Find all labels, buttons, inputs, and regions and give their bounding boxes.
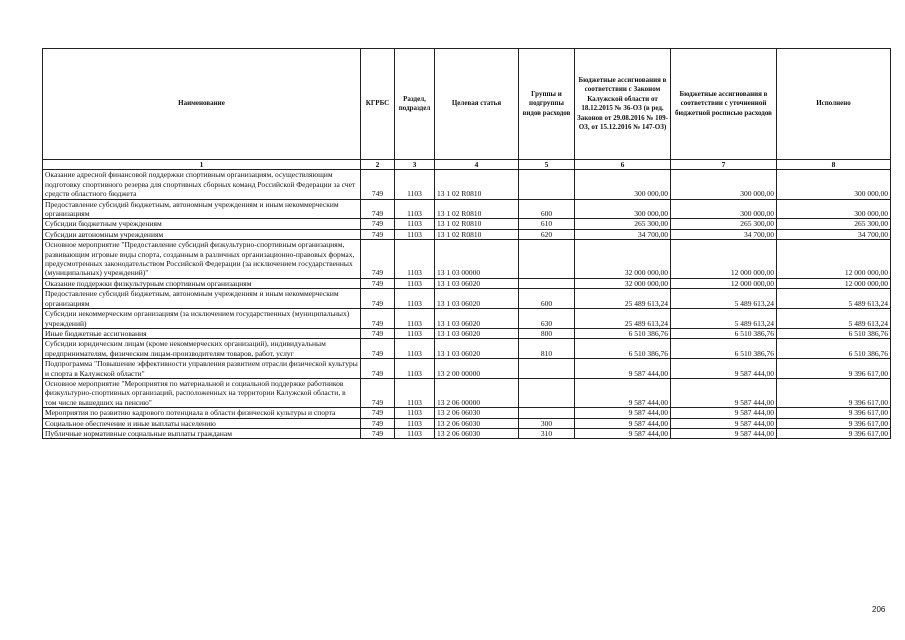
row-amount-law: 9 587 444,00 xyxy=(575,359,671,379)
table-row xyxy=(43,339,891,359)
table-body xyxy=(43,170,891,439)
row-amount-executed: 300 000,00 xyxy=(777,199,891,219)
page-number: 206 xyxy=(872,605,886,614)
column-number: 2 xyxy=(361,160,395,170)
row-amount-executed: 12 000 000,00 xyxy=(777,240,891,279)
table-row xyxy=(43,418,891,428)
header-row xyxy=(43,49,891,160)
row-section: 1103 xyxy=(395,339,435,359)
row-amount-list: 12 000 000,00 xyxy=(671,278,777,288)
row-kgrbs: 749 xyxy=(361,408,395,418)
row-section: 1103 xyxy=(395,170,435,199)
row-amount-law: 32 000 000,00 xyxy=(575,278,671,288)
row-amount-executed: 12 000 000,00 xyxy=(777,278,891,288)
row-group: 630 xyxy=(519,309,575,329)
row-group: 600 xyxy=(519,289,575,309)
column-number: 1 xyxy=(43,160,361,170)
row-amount-list: 300 000,00 xyxy=(671,199,777,219)
row-target: 13 1 03 06020 xyxy=(435,309,519,329)
row-amount-law: 9 587 444,00 xyxy=(575,418,671,428)
row-amount-executed: 6 510 386,76 xyxy=(777,339,891,359)
table-row xyxy=(43,408,891,418)
table-row xyxy=(43,289,891,309)
table-row xyxy=(43,229,891,239)
row-kgrbs: 749 xyxy=(361,170,395,199)
row-target: 13 1 02 R0810 xyxy=(435,219,519,229)
row-name: Основное мероприятие "Мероприятия по материальной и социальной поддержке работников физкультурно-спортивных организаций, расположенных на территории Калужской области, в том числе вышедших на пенсию" xyxy=(43,378,361,407)
row-amount-list: 6 510 386,76 xyxy=(671,339,777,359)
row-kgrbs: 749 xyxy=(361,229,395,239)
table-row xyxy=(43,309,891,329)
budget-execution-table xyxy=(42,48,891,439)
row-amount-law: 32 000 000,00 xyxy=(575,240,671,279)
header-name: Наименование xyxy=(43,49,361,160)
row-target: 13 1 03 06020 xyxy=(435,289,519,309)
row-amount-executed: 34 700,00 xyxy=(777,229,891,239)
row-group xyxy=(519,359,575,379)
table-row xyxy=(43,428,891,438)
row-section: 1103 xyxy=(395,219,435,229)
row-kgrbs: 749 xyxy=(361,378,395,407)
row-amount-list: 9 587 444,00 xyxy=(671,408,777,418)
row-kgrbs: 749 xyxy=(361,339,395,359)
row-section: 1103 xyxy=(395,278,435,288)
row-name: Субсидии бюджетным учреждениям xyxy=(43,219,361,229)
row-amount-list: 34 700,00 xyxy=(671,229,777,239)
row-group: 800 xyxy=(519,328,575,338)
row-amount-executed: 300 000,00 xyxy=(777,170,891,199)
column-number: 4 xyxy=(435,160,519,170)
row-group: 600 xyxy=(519,199,575,219)
row-group xyxy=(519,408,575,418)
table-row xyxy=(43,219,891,229)
table-row xyxy=(43,378,891,407)
row-name: Мероприятия по развитию кадрового потенциала в области физической культуры и спорта xyxy=(43,408,361,418)
row-name: Иные бюджетные ассигнования xyxy=(43,328,361,338)
row-name: Предоставление субсидий бюджетным, автономным учреждениям и иным некоммерческим организациям xyxy=(43,199,361,219)
column-number-row xyxy=(43,160,891,170)
row-amount-executed: 265 300,00 xyxy=(777,219,891,229)
row-section: 1103 xyxy=(395,418,435,428)
row-amount-law: 300 000,00 xyxy=(575,170,671,199)
row-kgrbs: 749 xyxy=(361,428,395,438)
row-target: 13 1 03 06020 xyxy=(435,328,519,338)
row-amount-executed: 6 510 386,76 xyxy=(777,328,891,338)
row-group xyxy=(519,240,575,279)
row-group: 610 xyxy=(519,219,575,229)
row-amount-executed: 5 489 613,24 xyxy=(777,309,891,329)
row-amount-executed: 9 396 617,00 xyxy=(777,378,891,407)
row-target: 13 1 02 R0810 xyxy=(435,170,519,199)
row-name: Подпрограмма "Повышение эффективности управления развитием отрасли физической культуры и спорта в Калужской области" xyxy=(43,359,361,379)
row-target: 13 2 00 00000 xyxy=(435,359,519,379)
row-amount-law: 25 489 613,24 xyxy=(575,309,671,329)
row-kgrbs: 749 xyxy=(361,418,395,428)
row-amount-list: 5 489 613,24 xyxy=(671,289,777,309)
row-amount-law: 6 510 386,76 xyxy=(575,339,671,359)
row-amount-list: 12 000 000,00 xyxy=(671,240,777,279)
table-row xyxy=(43,278,891,288)
row-amount-law: 9 587 444,00 xyxy=(575,378,671,407)
header-section: Раздел, подраздел xyxy=(395,49,435,160)
row-name: Публичные нормативные социальные выплаты гражданам xyxy=(43,428,361,438)
row-amount-list: 9 587 444,00 xyxy=(671,378,777,407)
row-target: 13 1 03 00000 xyxy=(435,240,519,279)
row-target: 13 2 06 06030 xyxy=(435,418,519,428)
row-group: 310 xyxy=(519,428,575,438)
row-target: 13 2 06 06030 xyxy=(435,428,519,438)
row-section: 1103 xyxy=(395,240,435,279)
row-amount-executed: 9 396 617,00 xyxy=(777,428,891,438)
row-name: Социальное обеспечение и иные выплаты населению xyxy=(43,418,361,428)
row-amount-law: 9 587 444,00 xyxy=(575,408,671,418)
row-target: 13 1 02 R0810 xyxy=(435,199,519,219)
row-amount-executed: 9 396 617,00 xyxy=(777,418,891,428)
table-row xyxy=(43,170,891,199)
row-name: Субсидии некоммерческим организациям (за исключением государственных (муниципальных) учреждений) xyxy=(43,309,361,329)
row-section: 1103 xyxy=(395,428,435,438)
column-number: 3 xyxy=(395,160,435,170)
row-amount-law: 6 510 386,76 xyxy=(575,328,671,338)
header-appropriations-list: Бюджетные ассигнования в соответствии с уточненной бюджетной росписью расходов xyxy=(671,49,777,160)
row-amount-law: 25 489 613,24 xyxy=(575,289,671,309)
row-group: 300 xyxy=(519,418,575,428)
row-section: 1103 xyxy=(395,359,435,379)
row-amount-law: 9 587 444,00 xyxy=(575,428,671,438)
row-amount-law: 265 300,00 xyxy=(575,219,671,229)
row-group xyxy=(519,170,575,199)
row-amount-list: 5 489 613,24 xyxy=(671,309,777,329)
column-number: 6 xyxy=(575,160,671,170)
header-target: Целевая статья xyxy=(435,49,519,160)
row-amount-list: 9 587 444,00 xyxy=(671,359,777,379)
row-amount-list: 6 510 386,76 xyxy=(671,328,777,338)
row-group: 620 xyxy=(519,229,575,239)
row-target: 13 1 03 06020 xyxy=(435,339,519,359)
report-sheet xyxy=(42,48,890,439)
row-target: 13 1 03 06020 xyxy=(435,278,519,288)
row-kgrbs: 749 xyxy=(361,199,395,219)
row-amount-list: 9 587 444,00 xyxy=(671,418,777,428)
row-group xyxy=(519,378,575,407)
row-amount-list: 265 300,00 xyxy=(671,219,777,229)
row-name: Оказание адресной финансовой поддержки спортивным организациям, осуществляющим подготовку спортивного резерва для спортивных сборных команд Российской Федерации за счет средств областного бюджета xyxy=(43,170,361,199)
header-groups: Группы и подгруппы видов расходов xyxy=(519,49,575,160)
table-row xyxy=(43,328,891,338)
row-section: 1103 xyxy=(395,309,435,329)
row-section: 1103 xyxy=(395,408,435,418)
row-amount-list: 300 000,00 xyxy=(671,170,777,199)
header-kgrbs: КГРБС xyxy=(361,49,395,160)
table-row xyxy=(43,359,891,379)
row-section: 1103 xyxy=(395,378,435,407)
row-section: 1103 xyxy=(395,229,435,239)
row-kgrbs: 749 xyxy=(361,240,395,279)
column-number: 5 xyxy=(519,160,575,170)
row-name: Субсидии автономным учреждениям xyxy=(43,229,361,239)
column-number: 8 xyxy=(777,160,891,170)
row-group: 810 xyxy=(519,339,575,359)
row-name: Субсидии юридическим лицам (кроме некоммерческих организаций), индивидуальным предпринимателям, физическим лицам-производителям товаров, работ, услуг xyxy=(43,339,361,359)
row-name: Предоставление субсидий бюджетным, автономным учреждениям и иным некоммерческим организациям xyxy=(43,289,361,309)
row-name: Оказание поддержки физкультурным спортивным организациям xyxy=(43,278,361,288)
row-amount-law: 34 700,00 xyxy=(575,229,671,239)
row-target: 13 2 06 00000 xyxy=(435,378,519,407)
row-amount-law: 300 000,00 xyxy=(575,199,671,219)
row-name: Основное мероприятие "Предоставление субсидий физкультурно-спортивным организациям, развивающим игровые виды спорта, созданным в различных организационно-правовых формах, предусмотренных законодательством Российской Федерации (за исключением государственных (муниципальных) учреждений)" xyxy=(43,240,361,279)
header-executed: Исполнено xyxy=(777,49,891,160)
row-kgrbs: 749 xyxy=(361,219,395,229)
row-amount-executed: 5 489 613,24 xyxy=(777,289,891,309)
row-group xyxy=(519,278,575,288)
row-kgrbs: 749 xyxy=(361,328,395,338)
table-row xyxy=(43,240,891,279)
row-amount-executed: 9 396 617,00 xyxy=(777,408,891,418)
row-kgrbs: 749 xyxy=(361,309,395,329)
row-amount-executed: 9 396 617,00 xyxy=(777,359,891,379)
table-row xyxy=(43,199,891,219)
row-kgrbs: 749 xyxy=(361,359,395,379)
row-section: 1103 xyxy=(395,199,435,219)
row-section: 1103 xyxy=(395,289,435,309)
row-kgrbs: 749 xyxy=(361,278,395,288)
row-amount-list: 9 587 444,00 xyxy=(671,428,777,438)
header-appropriations-law: Бюджетные ассигнования в соответствии с Законом Калужской области от 18.12.2015 № 36-ОЗ (в ред. Законов от 29.08.2016 № 109-ОЗ, от 15.12.2016 № 147-ОЗ) xyxy=(575,49,671,160)
column-number: 7 xyxy=(671,160,777,170)
row-target: 13 2 06 06030 xyxy=(435,408,519,418)
row-section: 1103 xyxy=(395,328,435,338)
row-kgrbs: 749 xyxy=(361,289,395,309)
row-target: 13 1 02 R0810 xyxy=(435,229,519,239)
